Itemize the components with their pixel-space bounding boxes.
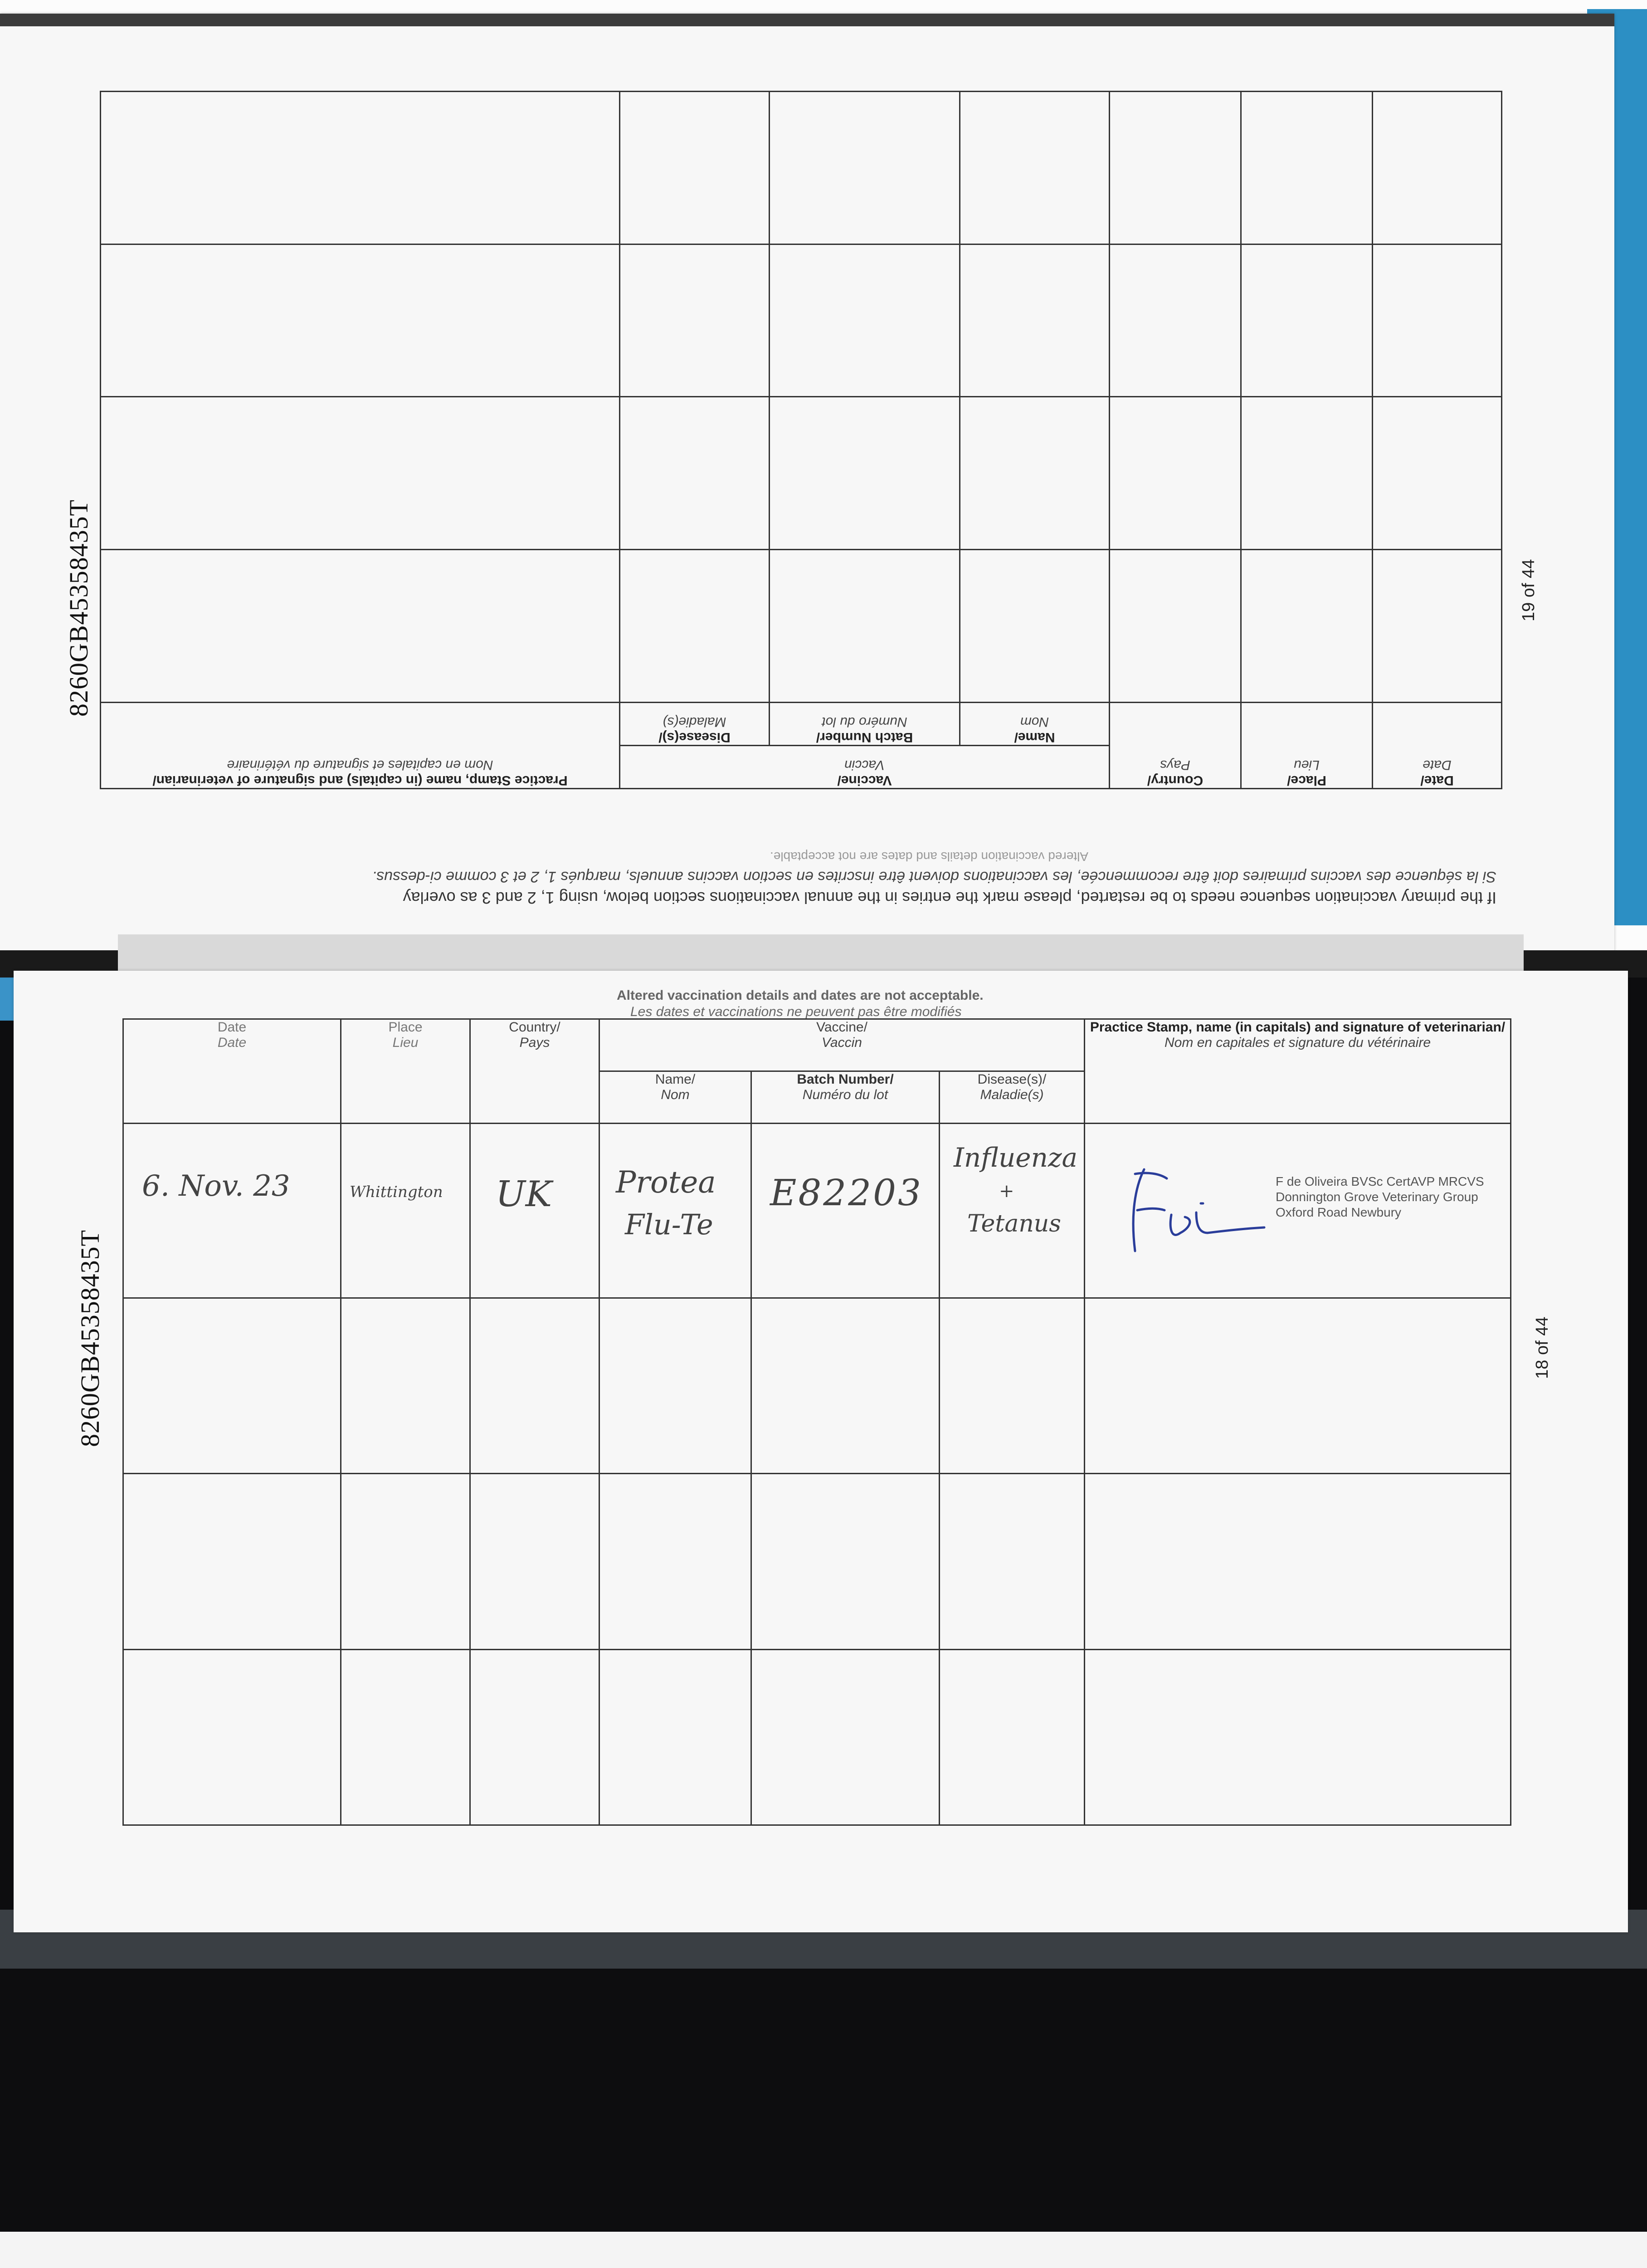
faint-note-en: Altered vaccination details and dates are not acceptable.: [770, 850, 1088, 864]
entry-date-cell: [123, 1124, 341, 1298]
header-batch-fr: Numéro du lot: [822, 714, 907, 729]
entry-place: Whittington: [350, 1183, 443, 1201]
entry-name-line1: Protea: [616, 1165, 716, 1200]
table-row: [123, 1124, 1511, 1298]
header-place: [1241, 703, 1373, 789]
header-disease: [940, 1071, 1085, 1124]
header-place-en: Place: [388, 1020, 423, 1035]
entry-country: UK: [496, 1174, 552, 1215]
header-stamp-fr: Nom en capitales et signature du vétérinaire: [227, 758, 493, 772]
restart-note-en: If the primary vaccination sequence needs to be restarted, please mark the entries in the annual vaccinations section below, using 1, 2 and 3 as overlay: [403, 889, 1496, 907]
page-number-top: 19 of 44: [1519, 559, 1538, 621]
entry-batch: E82203: [770, 1172, 923, 1214]
header-disease-en: Disease(s)/: [977, 1072, 1047, 1087]
header-disease-en: Disease(s)/: [658, 730, 731, 745]
header-stamp: [101, 703, 620, 789]
header-date-fr: Date: [1423, 758, 1452, 772]
header-date-en: Date: [217, 1020, 247, 1035]
vaccination-table-top: [100, 91, 1502, 789]
header-country-fr: Pays: [519, 1035, 550, 1050]
table-row: [101, 92, 1502, 244]
microchip-id-top: 8260GB45358435T: [64, 499, 93, 717]
entry-name-cell: [599, 1124, 751, 1298]
altered-note-en: Altered vaccination details and dates are not acceptable.: [617, 988, 984, 1003]
vet-signature-icon: [1117, 1160, 1267, 1269]
header-vaccine: [620, 746, 1110, 789]
table-row: [123, 1298, 1511, 1474]
table-row: [123, 1649, 1511, 1825]
entry-disease-line2: +: [999, 1181, 1014, 1202]
entry-place-cell: [341, 1124, 470, 1298]
stamp-practice-name: Donnington Grove Veterinary Group: [1276, 1190, 1478, 1204]
practice-stamp: [1276, 1174, 1511, 1220]
header-country-en: Country/: [1147, 773, 1204, 788]
header-vaccine: [599, 1019, 1085, 1071]
entry-name-line2: Flu-Te: [625, 1208, 713, 1241]
header-name: [960, 703, 1110, 746]
header-date: [1373, 703, 1502, 789]
header-batch: [770, 703, 960, 746]
header-stamp-fr: Nom en capitales et signature du vétérinaire: [1165, 1035, 1431, 1050]
header-name-fr: Nom: [1020, 714, 1049, 729]
header-country: [1110, 703, 1241, 789]
header-disease-fr: Maladie(s): [663, 714, 726, 729]
header-disease: [620, 703, 770, 746]
header-place-fr: Lieu: [1294, 758, 1320, 772]
header-name-fr: Nom: [661, 1087, 690, 1102]
entry-date: 6. Nov. 23: [142, 1169, 290, 1203]
header-stamp: [1085, 1019, 1511, 1124]
header-name-en: Name/: [655, 1072, 696, 1087]
header-batch-en: Batch Number/: [797, 1072, 894, 1087]
table-row: [101, 397, 1502, 550]
header-date: [123, 1019, 341, 1124]
entry-disease-line1: Influenza: [954, 1142, 1078, 1173]
page-number-bottom: 18 of 44: [1533, 1316, 1552, 1379]
header-country-fr: Pays: [1160, 758, 1190, 772]
header-stamp-en: Practice Stamp, name (in capitals) and signature of veterinarian/: [1090, 1020, 1506, 1035]
header-place: [341, 1019, 470, 1124]
header-place-fr: Lieu: [392, 1035, 419, 1050]
header-date-en: Date/: [1420, 773, 1454, 788]
entry-country-cell: [470, 1124, 599, 1298]
altered-note-fr: Les dates et vaccinations ne peuvent pas être modifiés: [630, 1004, 962, 1019]
entry-stamp-cell: [1085, 1124, 1511, 1298]
header-vaccine-en: Vaccine/: [816, 1020, 867, 1035]
table-row: [101, 244, 1502, 397]
restart-note-fr: Si la séquence des vaccins primaires doit être recommencée, les vaccinations doivent être inscrites en section vaccins annuels, marqués 1, 2 et 3 comme ci-dessus.: [372, 868, 1496, 885]
header-stamp-en: Practice Stamp, name (in capitals) and signature of veterinarian/: [152, 773, 568, 788]
header-name: [599, 1071, 751, 1124]
vaccination-table-bottom: [122, 1018, 1511, 1826]
entry-disease-cell: [940, 1124, 1085, 1298]
top-page-notes: [245, 844, 1496, 907]
page-edge-shadow: [0, 14, 1614, 26]
scan-background-bottom: [0, 2232, 1647, 2268]
header-batch-en: Batch Number/: [816, 730, 913, 745]
header-batch: [751, 1071, 940, 1124]
header-date-fr: Date: [217, 1035, 247, 1050]
header-country-en: Country/: [509, 1020, 560, 1035]
microchip-id-bottom: 8260GB45358435T: [75, 1230, 105, 1447]
stamp-address: Oxford Road Newbury: [1276, 1205, 1402, 1219]
header-name-en: Name/: [1014, 730, 1055, 745]
entry-batch-cell: [751, 1124, 940, 1298]
header-vaccine-en: Vaccine/: [837, 773, 892, 788]
header-vaccine-fr: Vaccin: [822, 1035, 862, 1050]
header-disease-fr: Maladie(s): [980, 1087, 1044, 1102]
header-batch-fr: Numéro du lot: [802, 1087, 888, 1102]
header-vaccine-fr: Vaccin: [844, 758, 885, 772]
header-country: [470, 1019, 599, 1124]
entry-disease-line3: Tetanus: [967, 1210, 1061, 1237]
stamp-vet-name: F de Oliveira BVSc CertAVP MRCVS: [1276, 1174, 1484, 1188]
page-fold: [118, 934, 1524, 975]
header-place-en: Place/: [1287, 773, 1326, 788]
table-row: [101, 550, 1502, 703]
table-row: [123, 1474, 1511, 1649]
